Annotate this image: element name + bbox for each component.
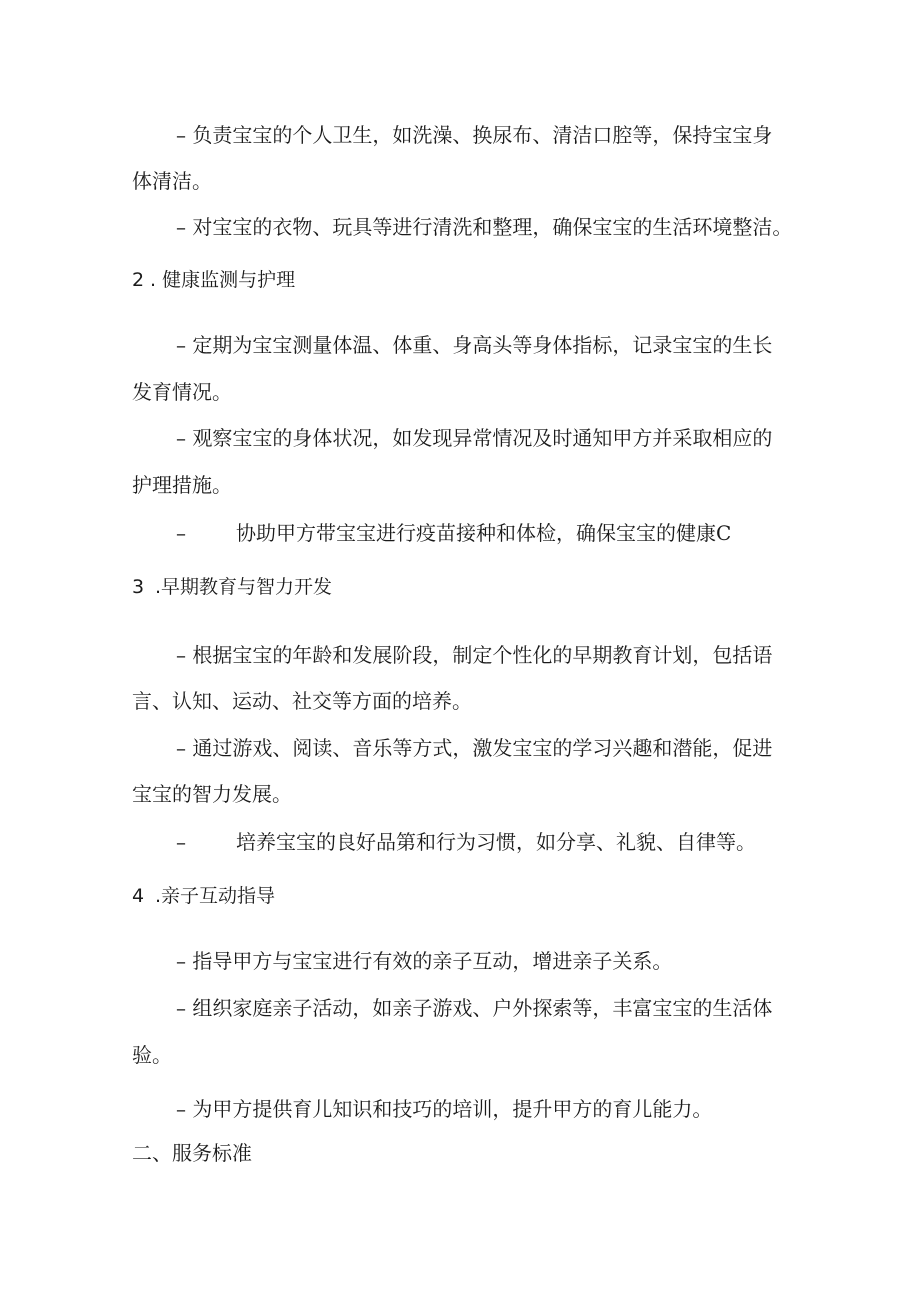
paragraph-stimulate-line2: 宝宝的智力发展。 [132,782,292,806]
heading-2-number: 2 [132,269,145,291]
paragraph-activities-line1: – 组织家庭亲子活动，如亲子游戏、户外探索等，丰富宝宝的生活体 [176,996,773,1020]
heading-early-education: .早期教育与智力开发 [155,576,333,598]
heading-parent-child: .亲子互动指导 [155,885,276,907]
paragraph-habits: 培养宝宝的良好品第和行为习惯，如分享、礼貌、自律等。 [236,830,756,854]
paragraph-plan-line1: – 根据宝宝的年龄和发展阶段，制定个性化的早期教育计划，包括语 [176,643,773,667]
paragraph-clothing: – 对宝宝的衣物、玩具等进行清洗和整理，确保宝宝的生活环境整洁。 [176,215,793,239]
heading-4-number: 4 [132,885,145,907]
paragraph-measure-line2: 发育情况。 [132,380,232,404]
paragraph-stimulate-line1: – 通过游戏、阅读、音乐等方式，激发宝宝的学习兴趣和潜能，促进 [176,736,773,760]
paragraph-measure-line1: – 定期为宝宝测量体温、体重、身高头等身体指标，记录宝宝的生长 [176,333,773,357]
paragraph-training: – 为甲方提供育儿知识和技巧的培训，提升甲方的育儿能力。 [176,1097,713,1121]
paragraph-guide: – 指导甲方与宝宝进行有效的亲子互动，增进亲子关系。 [176,949,673,973]
paragraph-hygiene-line1: – 负责宝宝的个人卫生，如洗澡、换尿布、清洁口腔等，保持宝宝身 [176,123,773,147]
dash-marker: – [176,521,186,545]
dash-marker: – [176,830,186,854]
heading-health-monitoring: . 健康监测与护理 [150,269,296,291]
paragraph-vaccination: 协助甲方带宝宝进行疫苗接种和体检，确保宝宝的健康C [236,521,732,545]
heading-3-number: 3 [132,576,145,598]
section-heading-service-standards: 二、服务标准 [132,1141,252,1165]
paragraph-observe-line1: – 观察宝宝的身体状况，如发现异常情况及时通知甲方并采取相应的 [176,426,773,450]
paragraph-observe-line2: 护理措施。 [132,473,232,497]
paragraph-plan-line2: 言、认知、运动、社交等方面的培养。 [132,689,472,713]
paragraph-hygiene-line2: 体清洁。 [132,169,212,193]
paragraph-activities-line2: 验。 [132,1043,172,1067]
